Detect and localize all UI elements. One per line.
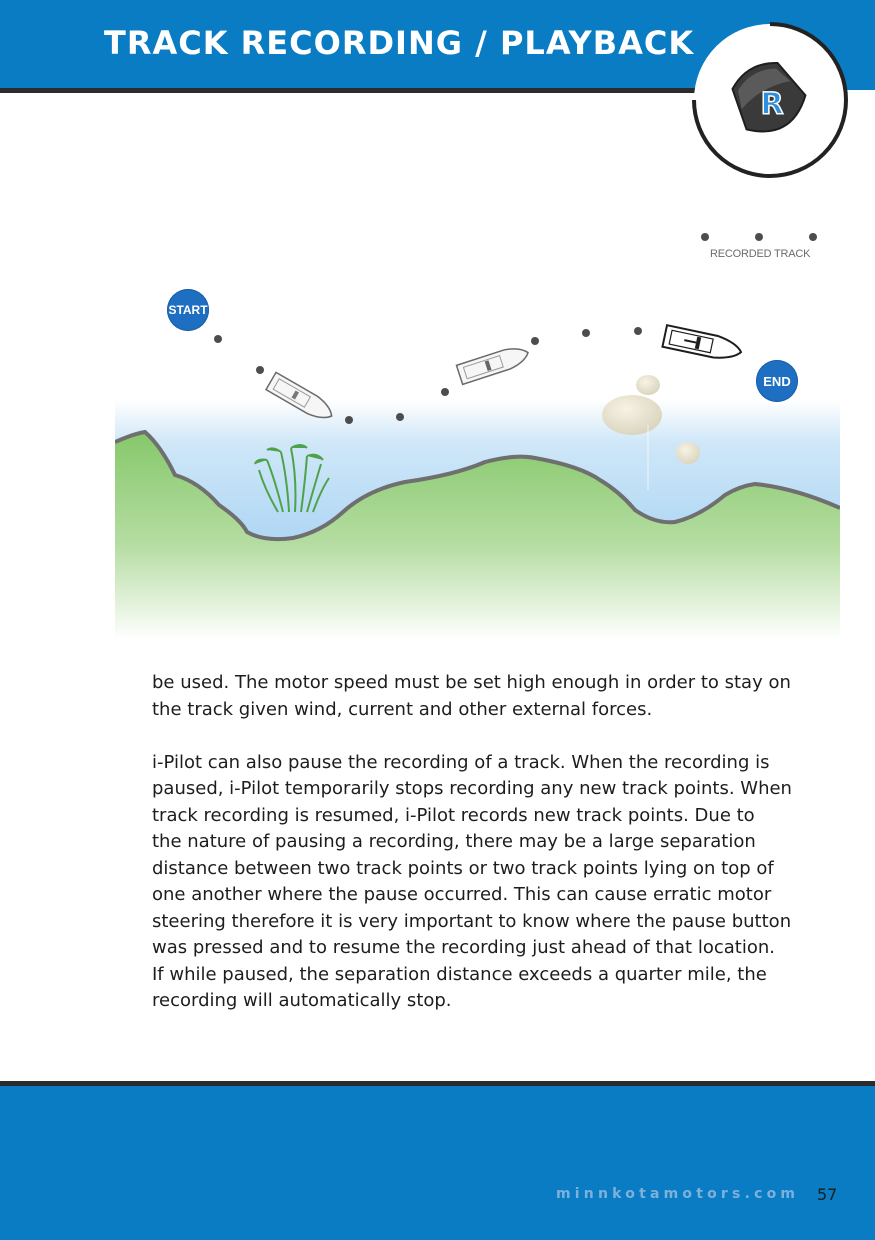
page-number: 57 (817, 1185, 838, 1204)
website-link[interactable]: minnkotamotors.com (556, 1186, 800, 1202)
body-line: the track given wind, current and other external forces. (152, 698, 653, 720)
start-marker: START (167, 289, 209, 331)
end-marker: END (756, 360, 798, 402)
body-line: one another where the pause occurred. This can cause erratic motor (152, 884, 772, 905)
paragraph-gap (152, 723, 812, 750)
body-line: be used. The motor speed must be set high enough in order to stay on (152, 672, 791, 693)
body-line: was pressed and to resume the recording just ahead of that location. (152, 937, 775, 958)
record-button-letter: R (760, 87, 784, 122)
header-divider (0, 88, 720, 93)
boat-icon (456, 343, 531, 384)
body-line: recording will automatically stop. (152, 990, 452, 1011)
body-line: the nature of pausing a recording, there may be a large separation (152, 831, 756, 852)
body-line: steering therefore it is very important to know where the pause button (152, 910, 792, 932)
record-button-icon (692, 22, 848, 178)
boat-icon (662, 325, 743, 363)
body-text (152, 670, 812, 1015)
body-line: paused, i-Pilot temporarily stops recording any new track points. When (152, 778, 792, 799)
body-line: distance between two track points or two track points lying on top of (152, 857, 774, 879)
page-title: TRACK RECORDING / PLAYBACK (104, 24, 695, 62)
body-line: If while paused, the separation distance exceeds a quarter mile, the (152, 963, 767, 985)
body-line: track recording is resumed, i-Pilot records new track points. Due to (152, 804, 755, 826)
track-diagram (115, 220, 840, 640)
legend-label: RECORDED TRACK (710, 248, 811, 260)
body-line: i-Pilot can also pause the recording of a track. When the recording is (152, 751, 770, 773)
footer-band (0, 1086, 875, 1240)
